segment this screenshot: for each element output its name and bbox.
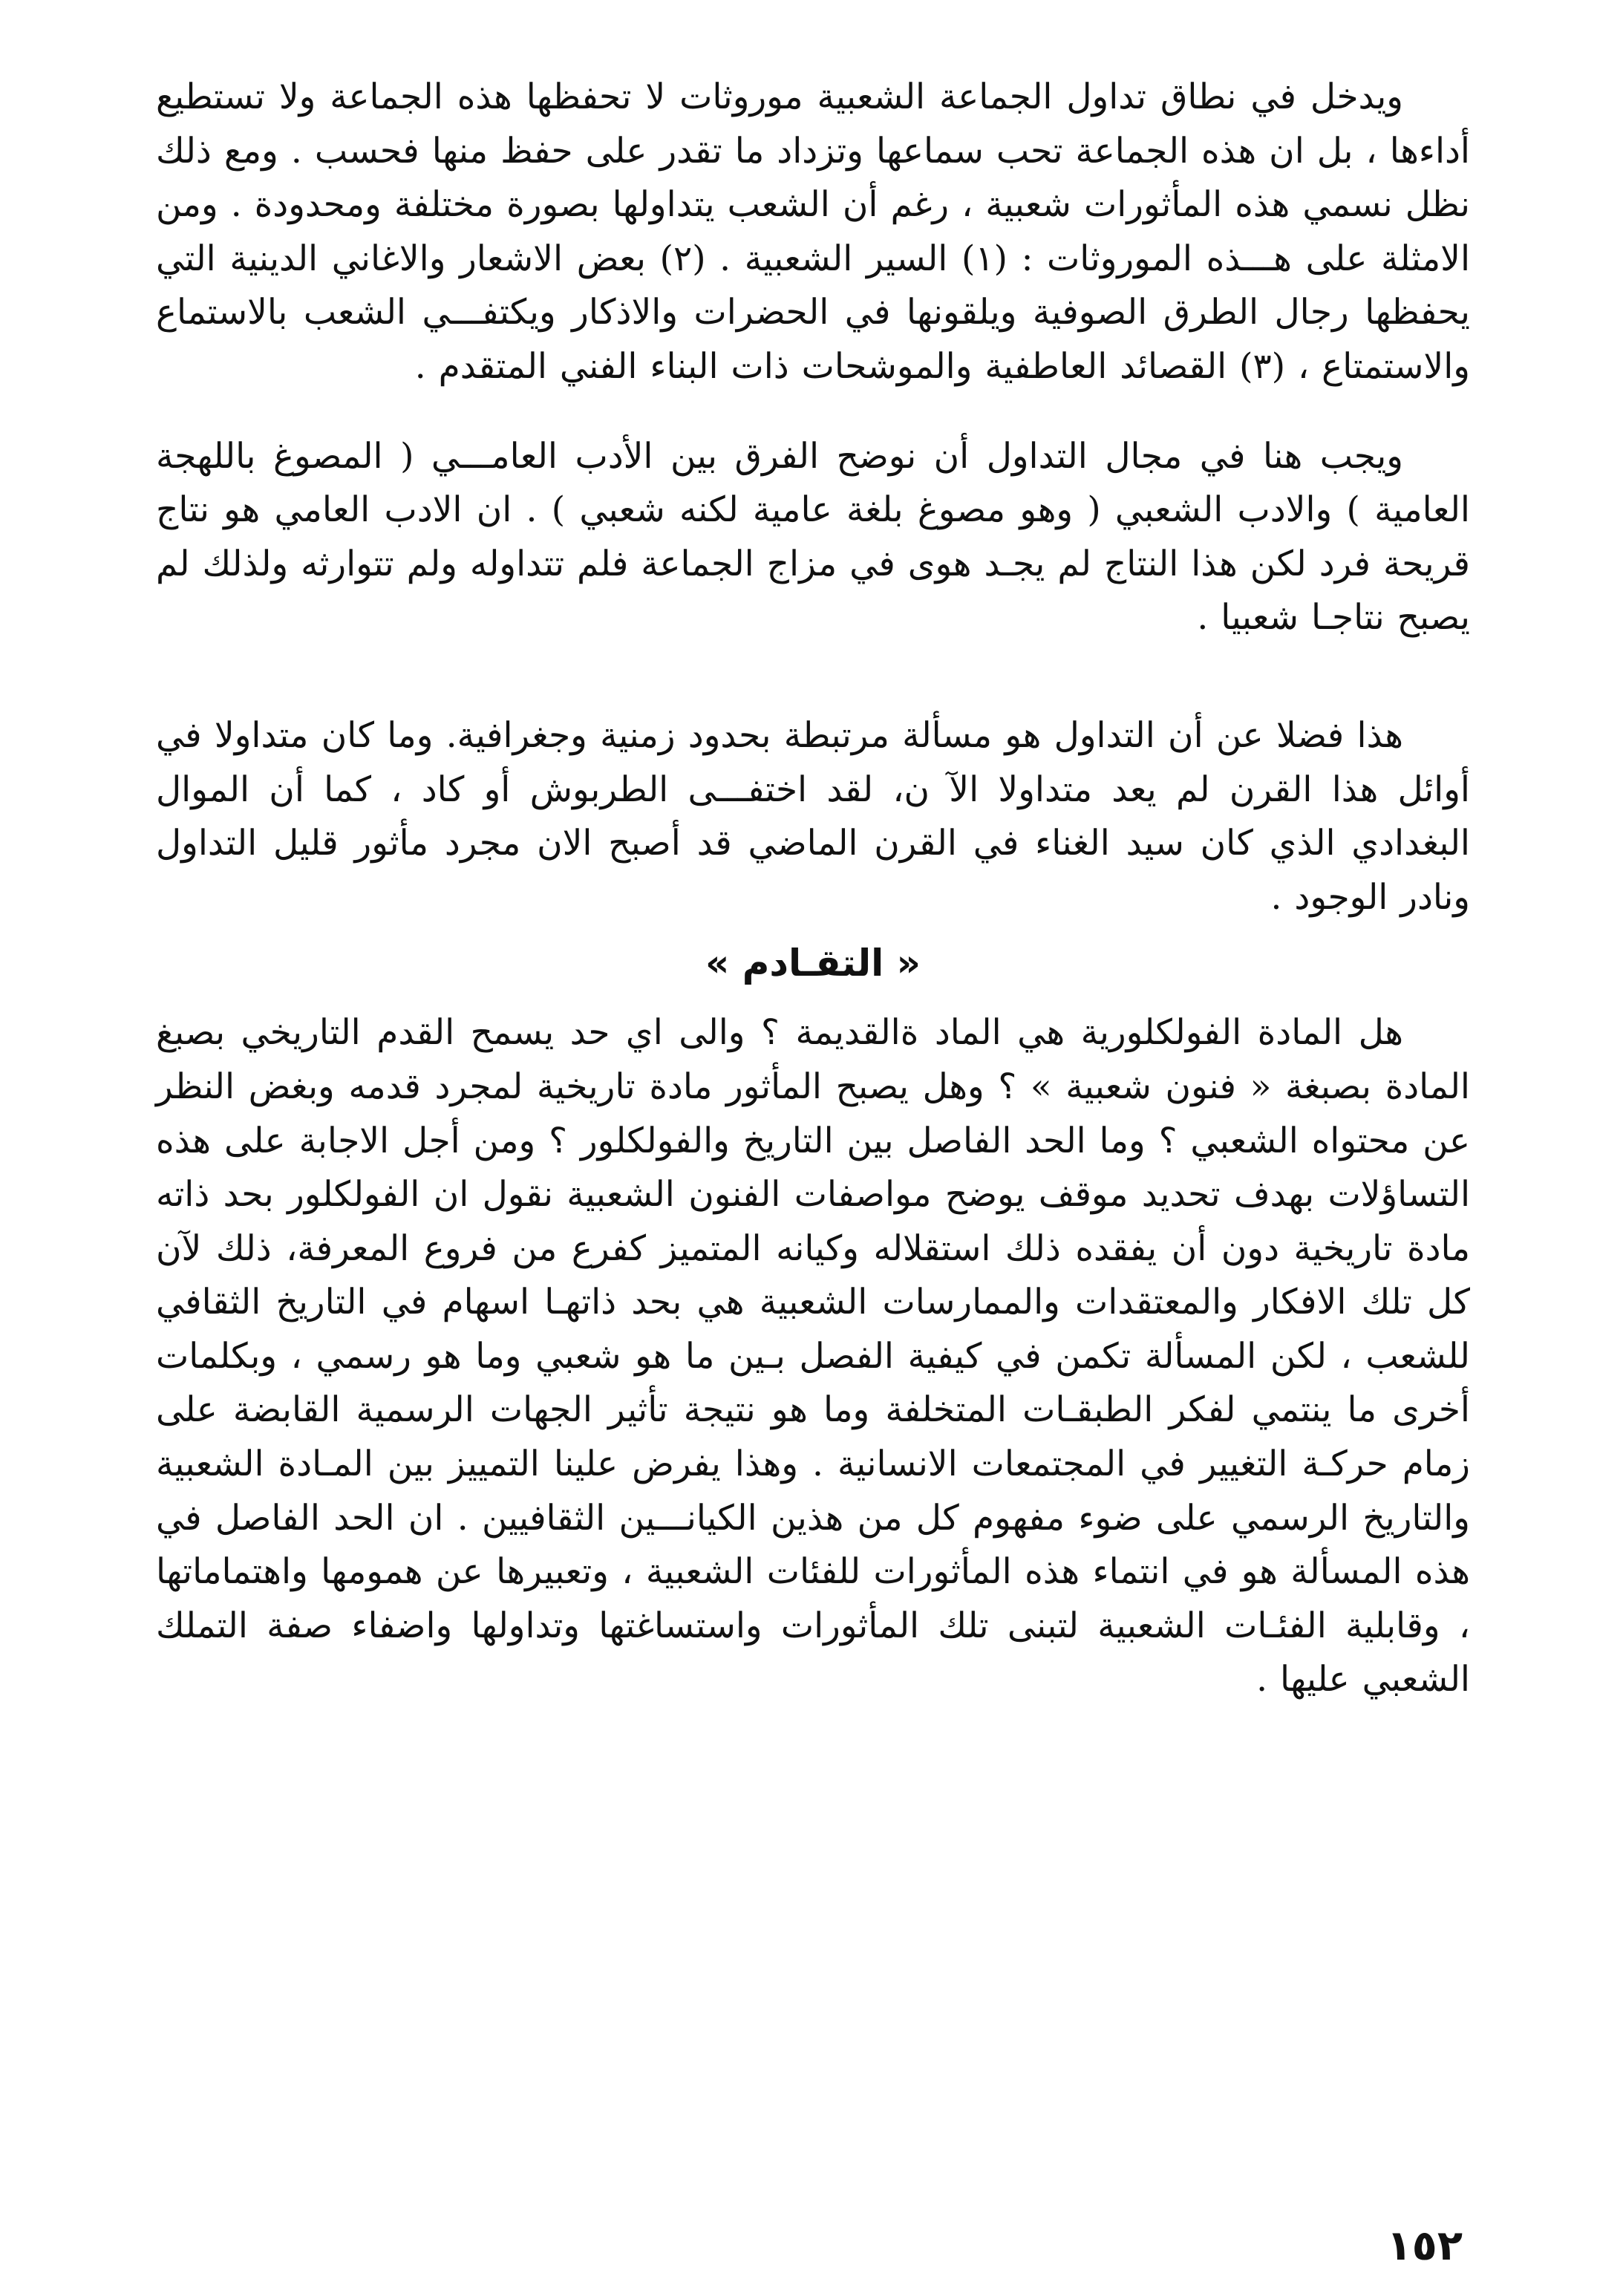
paragraph-inherited-traditions: ويدخل في نطاق تداول الجماعة الشعبية موروثات لا تحفظها هذه الجماعة ولا تستطيع أداءها ، بل ان هذه الجماعة تحب سماعها وتزداد ما تقدر على حفظ منها فحسب . ومع ذلك نظل نسمي هذه المأثورات شعبية ، رغم أن الشعب يتداولها بصورة مختلفة ومحدودة . ومن الامثلة على هـــذه الموروثات : (١) السير الشعبية . (٢) بعض الاشعار والاغاني الدينية التي يحفظها رجال الطرق الصوفية ويلقونها في الحضرات والاذكار ويكتفـــي الشعب بالاستماع والاستمتاع ، (٣) القصائد العاطفية والموشحات ذات البناء الفني المتقدم . — [156, 76, 1471, 387]
paragraph-folklore-and-history: هل المادة الفولكلورية هي الماد ةالقديمة ؟ والى اي حد يسمح القدم التاريخي بصبغ المادة بصبغة « فنون شعبية » ؟ وهل يصبح المأثور مادة تاريخية لمجرد قدمه وبغض النظر عن محتواه الشعبي ؟ وما الحد الفاصل بين التاريخ والفولكلور ؟ ومن أجل الاجابة على هذه التساؤلات بهدف تحديد موقف يوضح مواصفات الفنون الشعبية نقول ان الفولكلور بحد ذاته مادة تاريخية دون أن يفقده ذلك استقلاله وكيانه المتميز كفرع من فروع المعرفة، ذلك لآن كل تلك الافكار والمعتقدات والممارسات الشعبية هي بحد ذاتهـا اسهام في التاريخ الثقافي للشعب ، لكن المسألة تكمن في كيفية الفصل بـين ما هو شعبي وما هو رسمي ، وبكلمات أخرى ما ينتمي لفكر الطبقـات المتخلفة وما هو نتيجة تأثير الجهات الرسمية القابضة على زمام حركـة التغيير في المجتمعات الانسانية . وهذا يفرض علينا التمييز بين المـادة الشعبية والتاريخ الرسمي على ضوء مفهوم كل من هذين الكيانـــين الثقافيين . ان الحد الفاصل في هذه المسألة هو في انتماء هذه المأثورات للفئات الشعبية ، وتعبيرها عن همومها واهتماماتها ، وقابلية الفئـات الشعبية لتبنى تلك المأثورات واستساغتها وتداولها واضفاء صفة التملك الشعبي عليها . — [156, 1012, 1470, 1700]
section-heading: « التقـادم » — [705, 942, 921, 985]
paragraph-colloquial-vs-folk-literature: ويجب هنا في مجال التداول أن نوضح الفرق بين الأدب العامـــي ( المصوغ باللهجة العامية ) والادب الشعبي ( وهو مصوغ بلغة عامية لكنه شعبي ) . ان الادب العامي هو نتاج قريحة فرد لكن هذا النتاج لم يجـد هوى في مزاج الجماعة فلم تتداوله ولم تتوارثه ولذلك لم يصبح نتاجـا شعبيا . — [156, 435, 1470, 639]
page-body — [156, 71, 1470, 1707]
paragraph-time-and-place: هذا فضلا عن أن التداول هو مسألة مرتبطة بحدود زمنية وجغرافية. وما كان متداولا في أوائل هذا القرن لم يعد متداولا الآ ن، لقد اختفـــى الطربوش أو كاد ، كما أن الموال البغدادي الذي كان سيد الغناء في القرن الماضي قد أصبح الان مجرد مأثور قليل التداول ونادر الوجود . — [156, 714, 1470, 918]
page-number: ١٥٢ — [1386, 2222, 1463, 2270]
